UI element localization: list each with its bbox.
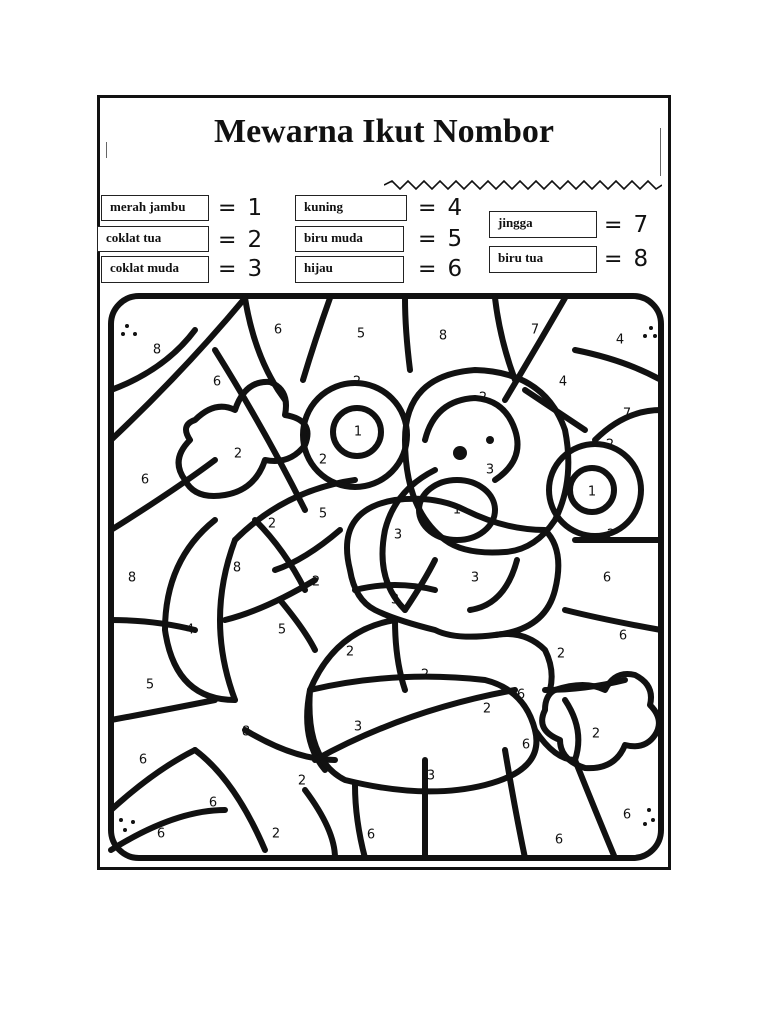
region-number: 3: [485, 462, 495, 478]
region-number: 5: [277, 622, 287, 638]
region-number: 4: [185, 622, 195, 638]
region-number: 6: [366, 827, 376, 843]
legend-equation-7: = 7: [604, 212, 651, 238]
region-number: 2: [591, 726, 601, 742]
region-number: 6: [138, 752, 148, 768]
region-number: 5: [318, 506, 328, 522]
legend-number-1: 1: [247, 195, 265, 221]
region-number: 2: [297, 773, 307, 789]
region-number: 6: [554, 832, 564, 848]
region-number: 1: [587, 484, 597, 500]
legend-label-6: hijau: [295, 256, 404, 283]
legend-label-8: biru tua: [489, 246, 597, 273]
region-number: 2: [606, 527, 616, 543]
region-number: 2: [318, 452, 328, 468]
legend-number-4: 4: [447, 195, 465, 221]
region-number: 6: [516, 687, 526, 703]
region-number: 3: [393, 527, 403, 543]
legend-equation-6: = 6: [418, 256, 465, 282]
monkey-coloring-picture: [105, 290, 667, 864]
legend-label-3: coklat muda: [101, 256, 209, 283]
region-number: 6: [622, 807, 632, 823]
legend-label-4: kuning: [295, 195, 407, 221]
decorative-wavy-line: [384, 178, 662, 192]
region-number: 2: [345, 644, 355, 660]
region-number: 1: [452, 502, 462, 518]
region-number: 3: [353, 719, 363, 735]
region-number: 5: [356, 326, 366, 342]
region-number: 2: [233, 446, 243, 462]
region-number: 6: [140, 472, 150, 488]
region-number: 8: [127, 570, 137, 586]
region-number: 1: [353, 424, 363, 440]
legend-label-2: coklat tua: [97, 226, 209, 252]
monkey-eye-left: [453, 446, 467, 460]
region-number: 6: [208, 795, 218, 811]
region-number: 3: [470, 570, 480, 586]
legend-equation-3: = 3: [218, 256, 265, 282]
region-number: 2: [267, 516, 277, 532]
legend-label-1: merah jambu: [101, 195, 209, 221]
region-number: 6: [156, 826, 166, 842]
legend-number-5: 5: [447, 226, 465, 252]
worksheet-title: Mewarna Ikut Nombor: [214, 113, 554, 150]
region-number: 2: [420, 667, 430, 683]
margin-tick-left: [106, 142, 107, 158]
legend-label-5: biru muda: [295, 226, 404, 252]
region-number: 6: [618, 628, 628, 644]
region-number: 2: [556, 646, 566, 662]
legend-equation-5: = 5: [418, 226, 465, 252]
region-number: 7: [530, 322, 540, 338]
region-number: 2: [311, 574, 321, 590]
region-number: 8: [232, 560, 242, 576]
region-number: 8: [152, 342, 162, 358]
region-number: 6: [212, 374, 222, 390]
artwork-outlines: [111, 296, 661, 858]
monkey-eye-right: [486, 436, 494, 444]
legend-number-8: 8: [633, 246, 651, 272]
legend-equation-2: = 2: [218, 227, 265, 253]
legend-number-2: 2: [247, 227, 265, 253]
region-number: 8: [241, 724, 251, 740]
legend-number-7: 7: [633, 212, 651, 238]
region-number: 8: [438, 328, 448, 344]
region-number: 4: [558, 374, 568, 390]
region-number: 6: [273, 322, 283, 338]
margin-tick-right: [660, 128, 661, 176]
region-number: 4: [615, 332, 625, 348]
legend-number-3: 3: [247, 256, 265, 282]
legend-label-7: jingga: [489, 211, 597, 238]
region-number: 6: [602, 570, 612, 586]
legend-equation-8: = 8: [604, 246, 651, 272]
region-number: 3: [390, 592, 400, 608]
region-number: 2: [352, 374, 362, 390]
region-number: 7: [622, 406, 632, 422]
region-number: 3: [426, 768, 436, 784]
region-number: 2: [605, 437, 615, 453]
legend-equation-4: = 4: [418, 195, 465, 221]
legend-number-6: 6: [447, 256, 465, 282]
region-number: 6: [521, 737, 531, 753]
region-number: 2: [271, 826, 281, 842]
region-number: 2: [482, 701, 492, 717]
region-number: 5: [145, 677, 155, 693]
region-number: 2: [478, 390, 488, 406]
legend-equation-1: = 1: [218, 195, 265, 221]
